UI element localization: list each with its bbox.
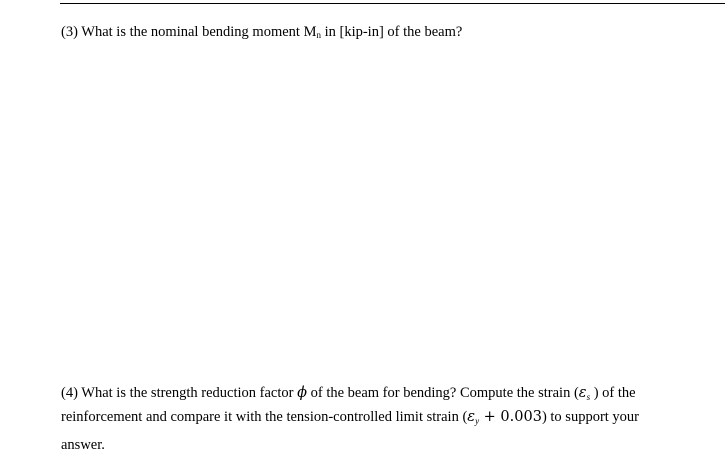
epsilon-y-symbol: ε: [467, 409, 476, 425]
question-4-text-e: ) to support your: [541, 409, 640, 425]
epsilon-s-subscript: s: [586, 392, 591, 402]
limit-strain-addend: + 0.003: [479, 409, 542, 425]
question-4-line-1: [61, 383, 701, 407]
question-4-line-3: answer.: [61, 437, 105, 453]
question-4-text-b: of the beam for bending? Compute the strain (: [306, 385, 579, 401]
epsilon-s-symbol: ε: [578, 385, 587, 401]
question-4: [61, 383, 701, 455]
top-rule: [60, 3, 725, 4]
question-4-line-2: [61, 407, 701, 431]
moment-subscript: n: [316, 30, 321, 40]
question-3: [61, 22, 462, 45]
phi-symbol: ϕ: [297, 385, 307, 401]
question-3-text-a: (3) What is the nominal bending moment M: [61, 24, 317, 40]
question-3-text-b: in [kip-in] of the beam?: [320, 24, 463, 40]
question-4-text-d: reinforcement and compare it with the tension-controlled limit strain (: [61, 409, 468, 425]
question-4-text-a: (4) What is the strength reduction factor: [61, 385, 298, 401]
epsilon-y-subscript: y: [475, 416, 480, 426]
question-4-text-c: ) of the: [590, 385, 636, 401]
